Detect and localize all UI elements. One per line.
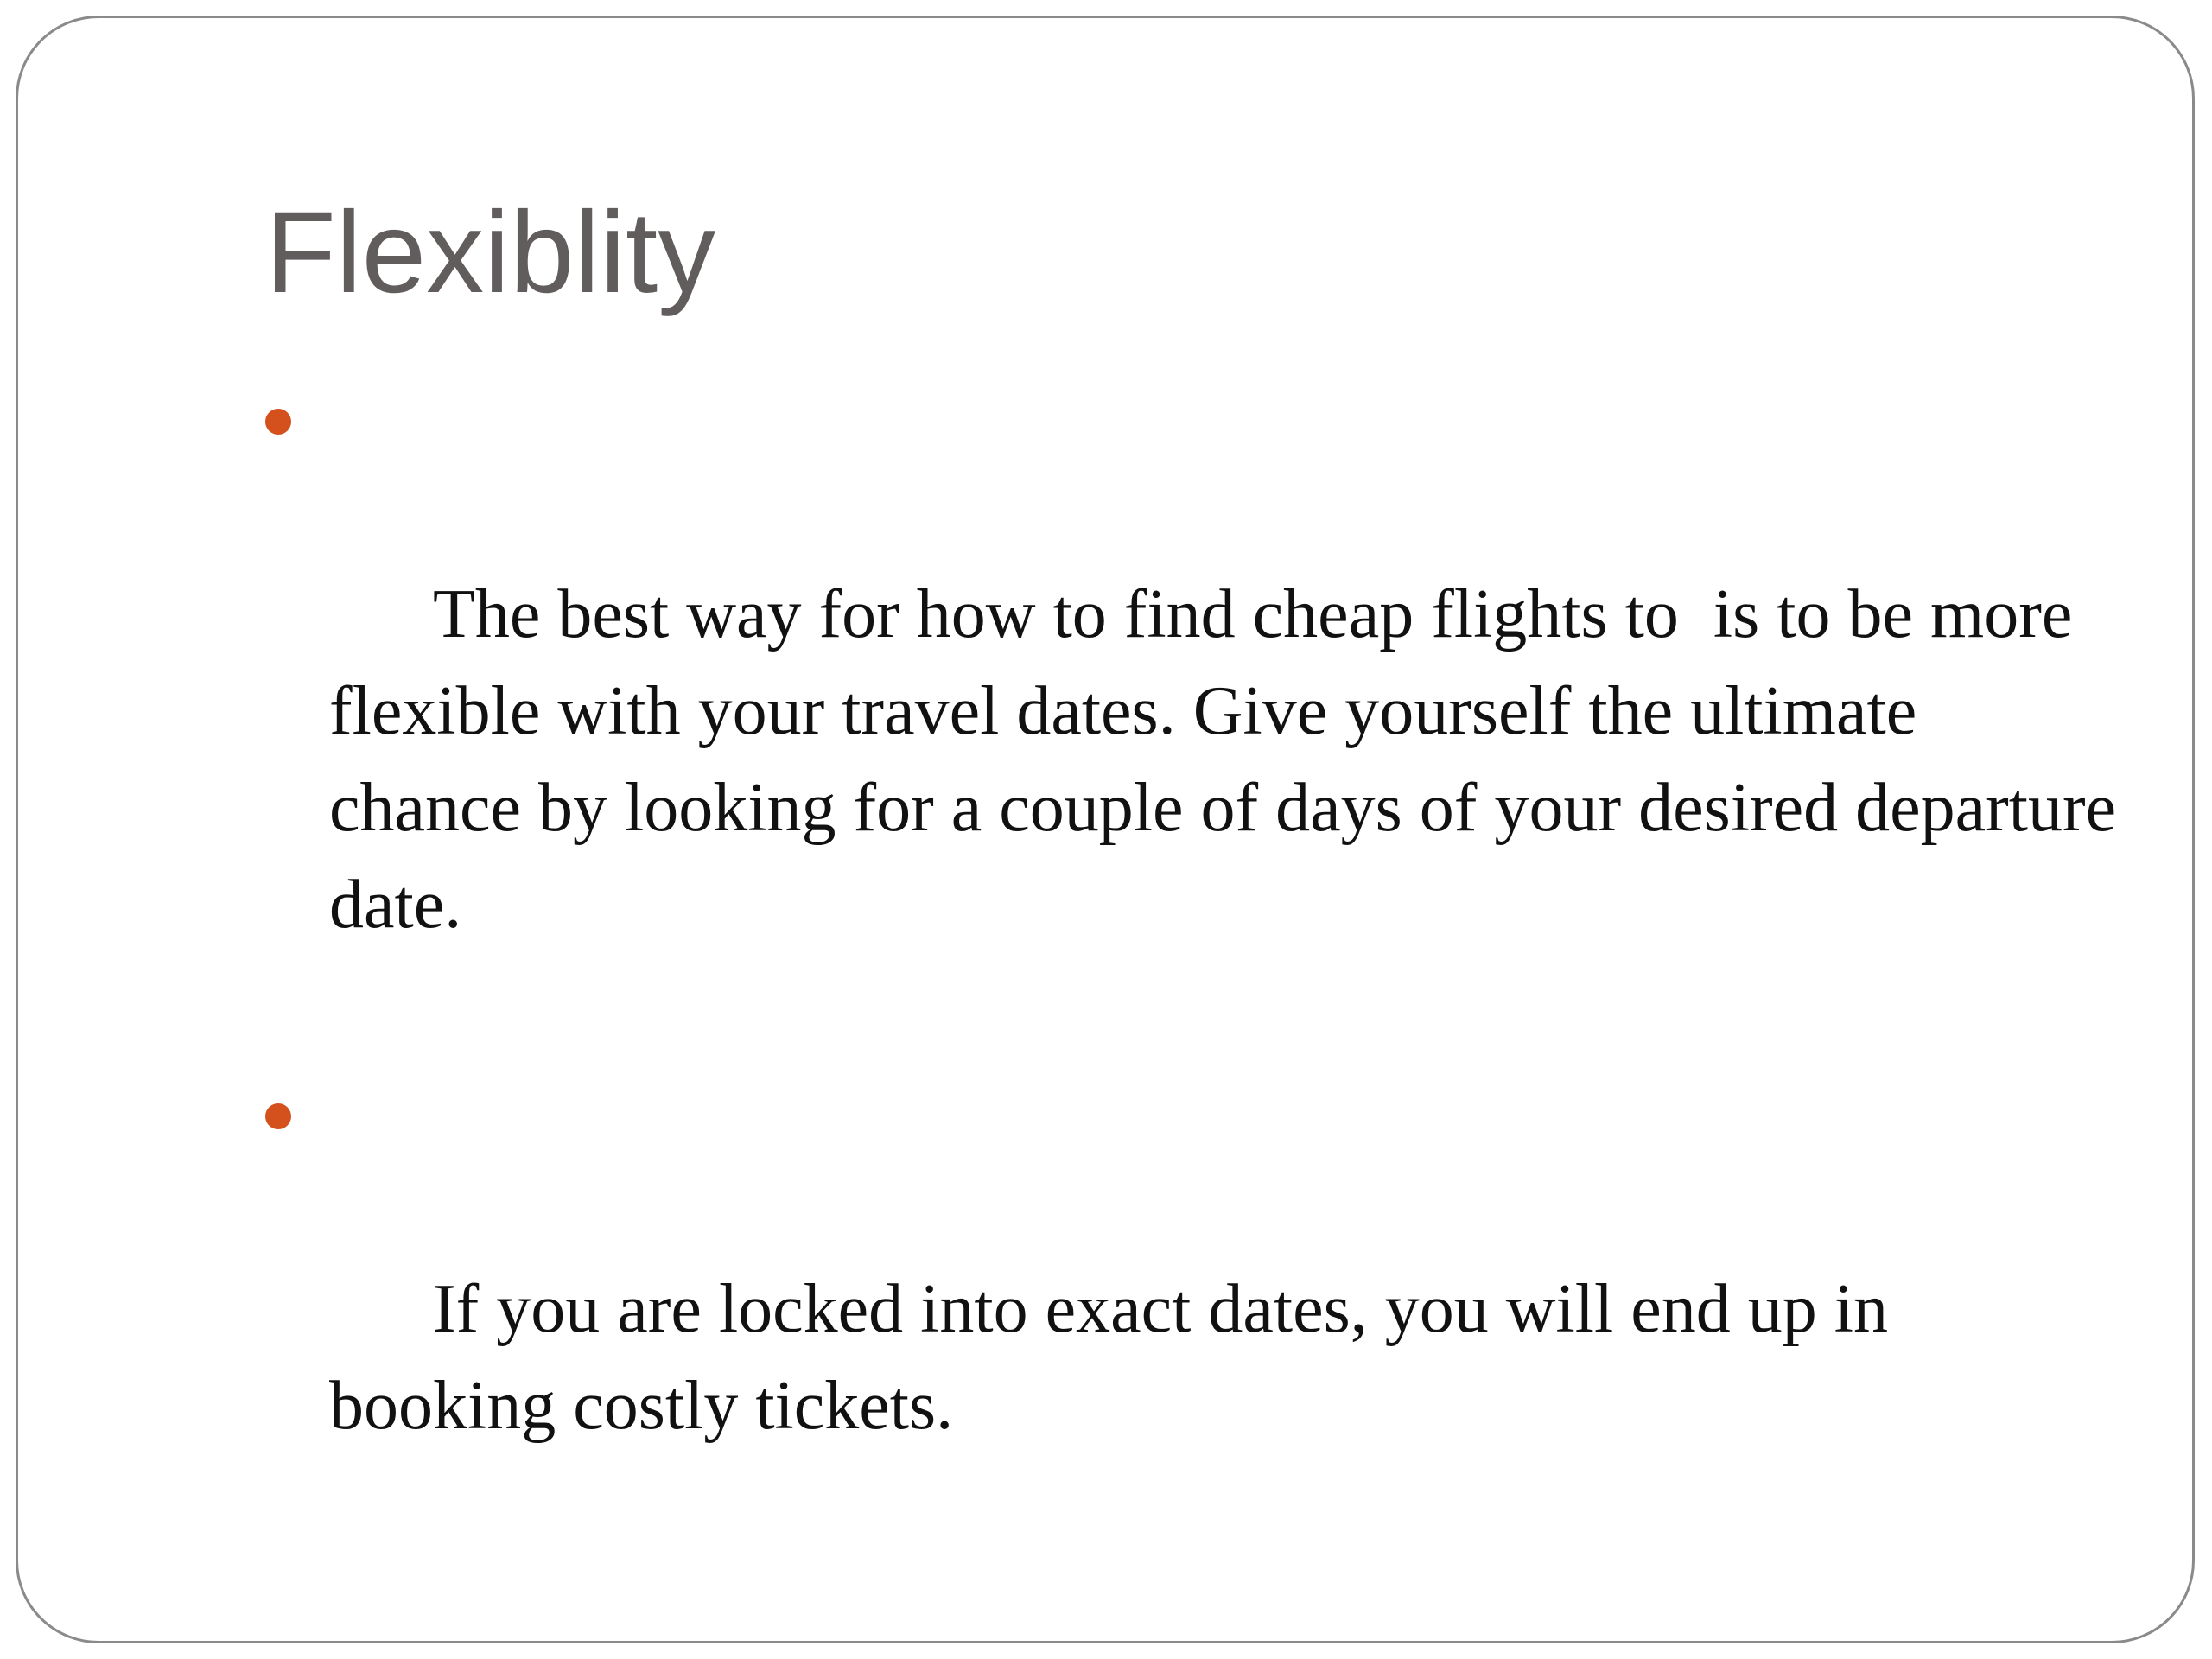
bullet-text: If you are locked into exact dates, you will end up in booking costly tickets.: [329, 1271, 1905, 1444]
bullet-list: [265, 372, 2134, 1568]
bullet-item: [265, 372, 2134, 1050]
slide-title: Flexiblity: [265, 188, 716, 317]
bullet-text: The best way for how to find cheap flights to is to be more flexible with your travel dates. Give yourself the ultimate chance by looking for a couple of days of your desired departure date.: [329, 576, 2134, 943]
bullet-dot-icon: [265, 1103, 291, 1129]
bullet-item: [265, 1067, 2123, 1551]
bullet-dot-icon: [265, 409, 291, 435]
slide-frame: [16, 16, 2195, 1643]
